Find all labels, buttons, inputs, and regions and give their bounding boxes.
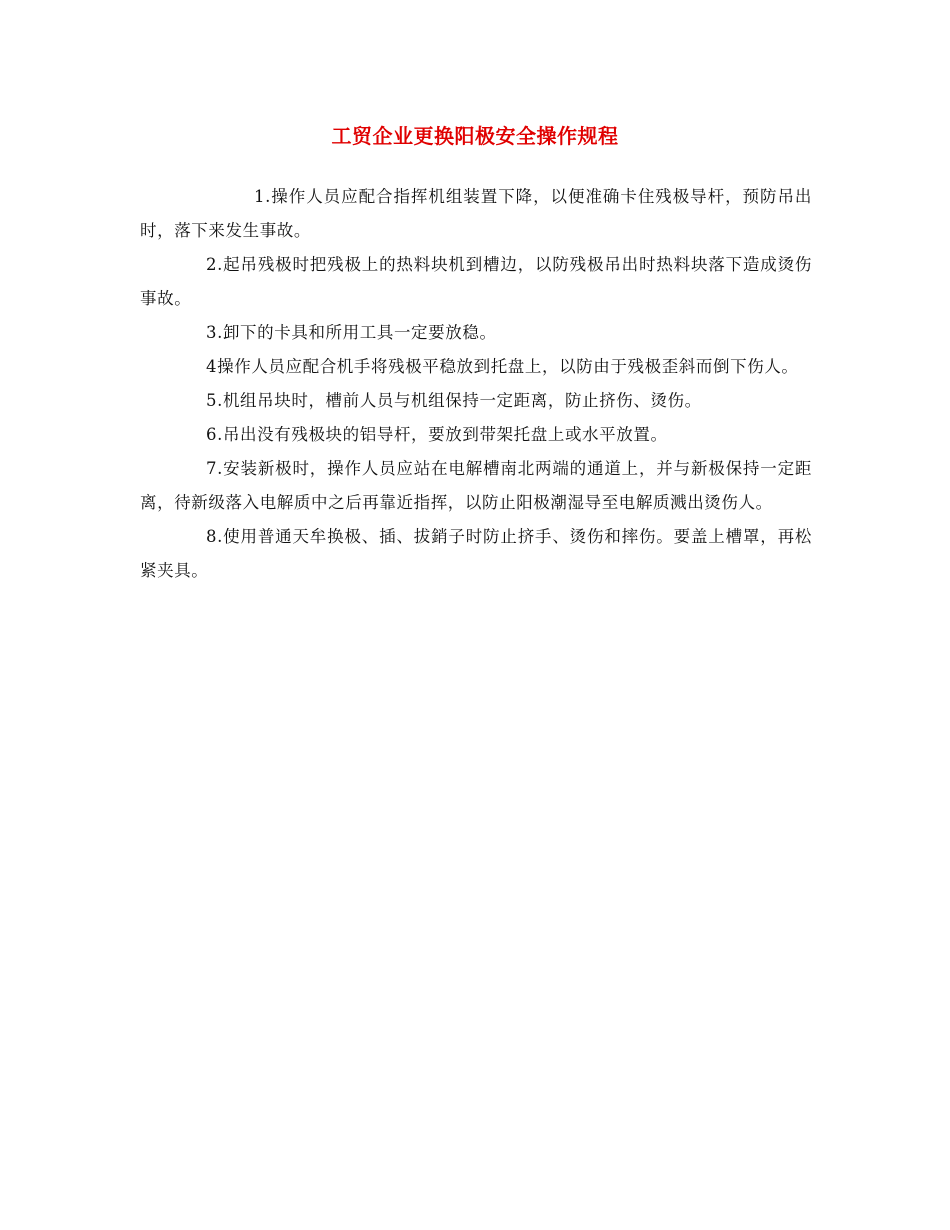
paragraph-8: 8.使用普通天牟换极、插、拔銷子时防止挤手、烫伤和摔伤。要盖上槽罩，再松紧夹具。 <box>140 527 812 580</box>
paragraph-7: 7.安装新极时，操作人员应站在电解槽南北两端的通道上，并与新极保持一定距离，待新级落入电解质中之后再靠近指挥，以防止阳极潮湿导至电解质溅出烫伤人。 <box>140 459 812 512</box>
document-body <box>140 180 812 588</box>
paragraph-5: 5.机组吊块时，槽前人员与机组保持一定距离，防止挤伤、烫伤。 <box>206 391 702 410</box>
paragraph-3: 3.卸下的卡具和所用工具一定要放稳。 <box>206 323 497 342</box>
paragraph-6: 6.吊出没有残极块的铝导杆，要放到带架托盘上或水平放置。 <box>206 425 668 444</box>
paragraph-2: 2.起吊残极时把残极上的热料块机到槽边，以防残极吊出时热料块落下造成烫伤事故。 <box>140 255 812 308</box>
paragraph-1: 1.操作人员应配合指挥机组装置下降，以便准确卡住残极导杆，预防吊出时，落下来发生事故。 <box>140 187 812 240</box>
paragraph-4: 4操作人员应配合机手将残极平稳放到托盘上，以防由于残极歪斜而倒下伤人。 <box>206 357 799 376</box>
document-title: 工贸企业更换阳极安全操作规程 <box>331 124 619 148</box>
